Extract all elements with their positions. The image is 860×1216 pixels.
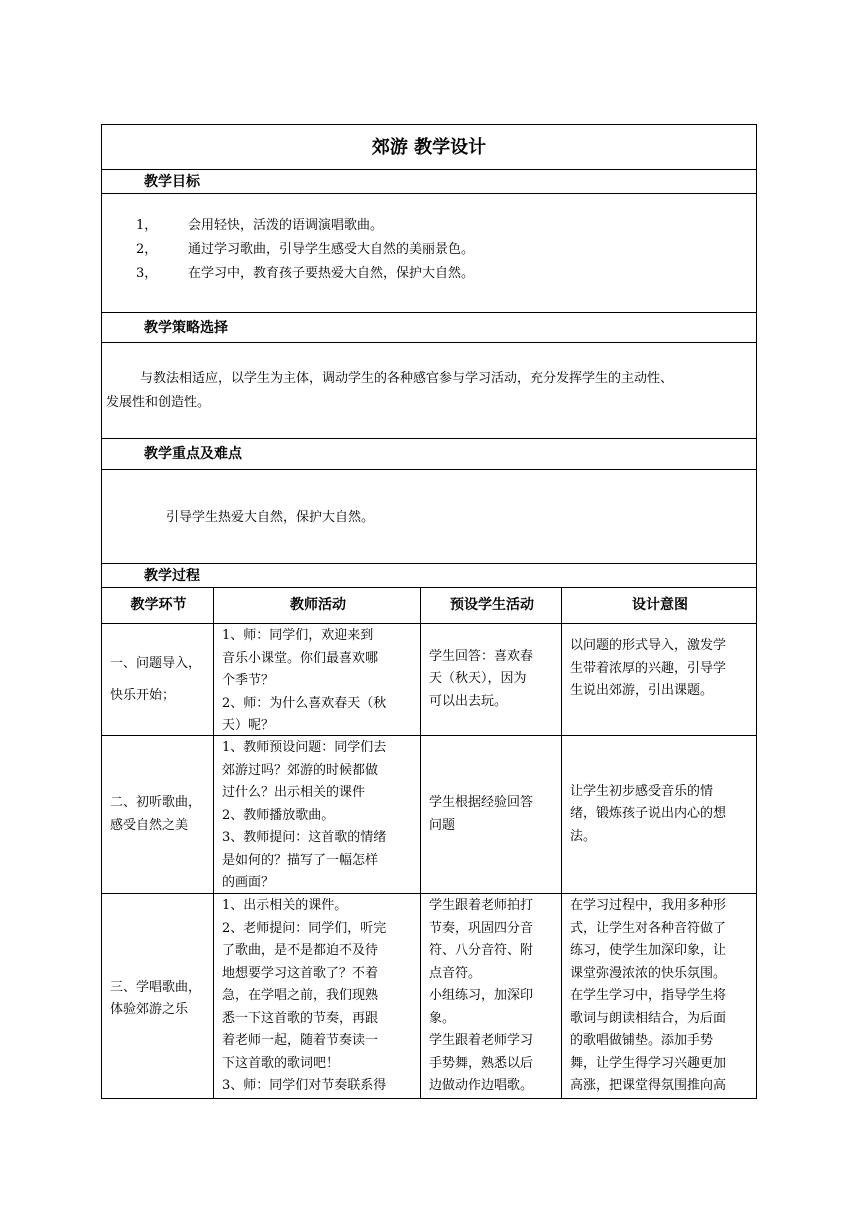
teacher-line: 急，在学唱之前，我们现熟 <box>222 988 379 1003</box>
student-line: 象。 <box>429 1010 456 1026</box>
intent-line: 法。 <box>570 828 597 844</box>
teacher-line: 2、老师提问：同学们，听完 <box>222 920 387 936</box>
teacher-line: 着老师一起，随着节奏读一 <box>222 1033 379 1048</box>
strategy-body <box>102 343 756 439</box>
student-line: 边做动作边唱歌。 <box>429 1078 534 1093</box>
student-line: 问题 <box>429 817 456 833</box>
stage-line: 快乐开始； <box>110 687 176 703</box>
student-line: 学生跟着老师拍打 <box>429 898 534 913</box>
objective-item <box>102 238 756 262</box>
student-cell <box>421 894 562 1098</box>
student-line: 节奏，巩固四分音 <box>429 920 534 936</box>
teacher-line: 3、教师提问：这首歌的情绪 <box>222 830 387 845</box>
column-header-student: 预设学生活动 <box>421 588 562 623</box>
intent-line: 以问题的形式导入，激发学 <box>570 638 727 653</box>
teacher-line: 1、出示相关的课件。 <box>222 898 348 913</box>
stage-cell <box>102 624 214 735</box>
objectives-list <box>102 194 756 313</box>
teacher-line: 2、师：为什么喜欢春天（秋 <box>222 695 387 711</box>
teacher-line: 是如何的？描写了一幅怎样 <box>222 852 379 868</box>
student-line: 学生根据经验回答 <box>429 795 534 810</box>
teacher-line: 音乐小课堂。你们最喜欢哪 <box>222 650 379 666</box>
intent-line: 高涨，把课堂得氛围推向高 <box>570 1078 727 1093</box>
objective-number: 2， <box>136 242 158 257</box>
intent-line: 在学习过程中，我用多种形 <box>570 898 727 913</box>
student-line: 手势舞，熟悉以后 <box>429 1055 534 1071</box>
student-line: 点音符。 <box>429 965 482 981</box>
column-header-intent: 设计意图 <box>632 597 688 614</box>
intent-cell <box>562 736 756 893</box>
teacher-cell <box>214 894 421 1098</box>
student-line: 学生跟着老师学习 <box>429 1033 534 1048</box>
strategy-line: 发展性和创造性。 <box>106 395 211 410</box>
stage-line: 三、学唱歌曲， <box>110 979 202 995</box>
lesson-plan-table <box>101 124 757 1099</box>
intent-line: 生说出郊游，引出课题。 <box>570 683 714 698</box>
teacher-line: 个季节？ <box>222 673 275 688</box>
stage-line: 感受自然之美 <box>110 817 189 833</box>
document-title: 郊游 教学设计 <box>102 125 756 170</box>
intent-line: 绪，锻炼孩子说出内心的想 <box>570 806 727 822</box>
intent-line: 课堂弥漫浓浓的快乐氛围。 <box>570 965 727 981</box>
teacher-line: 3、师：同学们对节奏联系得 <box>222 1078 387 1093</box>
intent-cell <box>562 894 756 1098</box>
stage-cell <box>102 736 214 893</box>
student-line: 学生回答：喜欢春 <box>429 648 534 664</box>
strategy-line: 与教法相适应，以学生为主体，调动学生的各种感官参与学习活动，充分发挥学生的主动性、 <box>140 371 674 386</box>
teacher-cell <box>214 624 421 735</box>
intent-line: 舞，让学生得学习兴趣更加 <box>570 1055 727 1071</box>
objective-number: 3， <box>136 266 158 281</box>
student-line: 可以出去玩。 <box>429 693 508 709</box>
teacher-line: 了歌曲，是不是都迫不及待 <box>222 943 379 958</box>
keypoints-heading: 教学重点及难点 <box>102 439 756 470</box>
column-header-teacher: 教师活动 <box>214 588 421 623</box>
objectives-heading: 教学目标 <box>102 170 756 194</box>
stage-line: 一、问题导入， <box>110 655 202 671</box>
objective-item <box>102 214 756 238</box>
objective-text: 会用轻快，活泼的语调演唱歌曲。 <box>188 218 384 233</box>
objective-text: 通过学习歌曲，引导学生感受大自然的美丽景色。 <box>188 242 475 257</box>
process-heading: 教学过程 <box>102 564 756 588</box>
student-cell <box>421 736 562 893</box>
objective-item <box>102 262 756 286</box>
strategy-heading: 教学策略选择 <box>102 313 756 343</box>
teacher-line: 1、教师预设问题：同学们去 <box>222 740 387 755</box>
intent-line: 的歌唱做铺垫。添加手势 <box>570 1033 714 1048</box>
student-cell <box>421 624 562 735</box>
teacher-line: 郊游过吗？郊游的时候都做 <box>222 762 379 778</box>
intent-line: 式，让学生对各种音符做了 <box>570 920 727 936</box>
teacher-line: 2、教师播放歌曲。 <box>222 807 335 823</box>
student-line: 天（秋天），因为 <box>429 671 527 687</box>
teacher-line: 1、师：同学们，欢迎来到 <box>222 628 374 643</box>
intent-line: 让学生初步感受音乐的情 <box>570 783 714 799</box>
student-line: 小组练习，加深印 <box>429 988 534 1003</box>
student-line: 符、八分音符、附 <box>429 943 534 958</box>
table-row <box>102 894 756 1098</box>
intent-line: 歌词与朗读相结合，为后面 <box>570 1010 727 1026</box>
intent-line: 生带着浓厚的兴趣，引导学 <box>570 660 727 676</box>
process-table-header <box>102 588 756 624</box>
column-header-stage: 教学环节 <box>102 588 214 623</box>
teacher-line: 悉一下这首歌的节奏，再跟 <box>222 1010 379 1026</box>
table-row <box>102 624 756 736</box>
objective-number: 1， <box>136 218 158 233</box>
teacher-line: 的画面？ <box>222 875 275 890</box>
teacher-line: 地想要学习这首歌了？不着 <box>222 965 379 981</box>
objective-text: 在学习中，教育孩子要热爱大自然，保护大自然。 <box>188 266 475 281</box>
intent-cell <box>562 624 756 735</box>
teacher-line: 下这首歌的歌词吧！ <box>222 1055 340 1071</box>
teacher-cell <box>214 736 421 893</box>
table-row <box>102 736 756 894</box>
intent-line: 在学生学习中，指导学生将 <box>570 988 727 1003</box>
intent-line: 练习，使学生加深印象，让 <box>570 943 727 958</box>
teacher-line: 天）呢？ <box>222 718 275 733</box>
stage-cell <box>102 894 214 1098</box>
stage-line: 体验郊游之乐 <box>110 1002 189 1017</box>
stage-line: 二、初听歌曲， <box>110 795 202 810</box>
keypoints-body: 引导学生热爱大自然，保护大自然。 <box>102 470 756 564</box>
teacher-line: 过什么？出示相关的课件 <box>222 785 366 800</box>
